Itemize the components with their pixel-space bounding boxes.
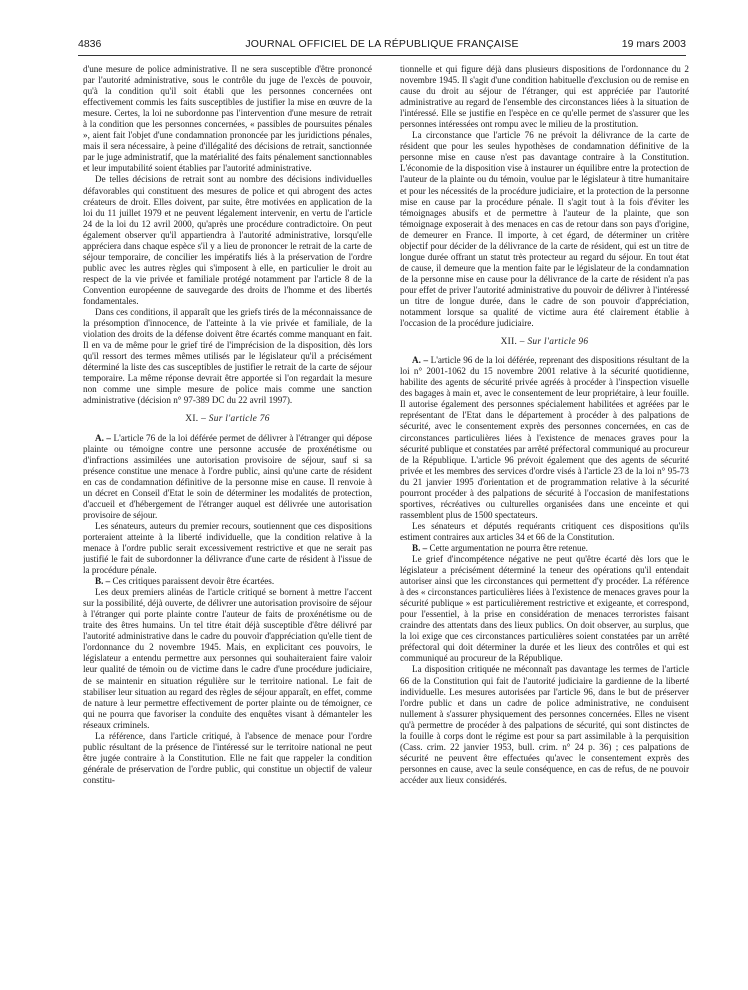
section-heading-xi [83,414,372,425]
paragraph [83,576,372,587]
right-column [400,64,689,982]
header-rule [78,55,686,56]
journal-title: JOURNAL OFFICIEL DE LA RÉPUBLIQUE FRANÇAISE [245,38,519,50]
paragraph-label: B. – [95,576,111,587]
section-number: XI. – [185,414,207,425]
paragraph-text: Ces critiques paraissent devoir être écartées. [112,576,275,587]
paragraph-text: L'article 76 de la loi déférée permet de délivrer à l'étranger qui dépose plainte ou témoigne contre une personne accusée de proxénétisme ou d'infractions assimilées une autorisation provisoire de séjour, sauf si sa présence constitue une menace à l'ordre public, ainsi qu'une carte de résident en cas de condamnation définitive de la personne mise en cause. Il renvoie à un décret en Conseil d'Etat le soin de déterminer les modalités de protection, d'accueil et d'hébergement de l'étranger auquel est délivrée une autorisation provisoire de séjour. [83,432,372,520]
paragraph-text: L'article 96 de la loi déférée, reprenant des dispositions résultant de la loi n° 2001-1062 du 15 novembre 2001 relative à la sécurité quotidienne, habilite des agents de sécurité privée agréés à procéder à l'inspection visuelle des bagages à main et, avec le consentement de leur propriétaire, à leur fouille. Il autorise également des personnes spécialement habilitées et agréées par le représentant de l'Etat dans le département à procéder à des palpations de sécurité, avec le consentement exprès des personnes concernées, en cas de circonstances particulières liées à l'existence de menaces graves pour la sécurité publique et constatées par arrêté préfectoral communiqué au procureur de la République. L'article 96 prévoit également que des agents de sécurité privée et les membres des services d'ordre visés à l'article 23 de la loi n° 95-73 du 21 janvier 1995 d'orientation et de programmation relative à la sécurité pourront procéder à des palpations de sécurité à l'occasion de manifestations sportives, récréatives ou culturelles organisées dans une enceinte et qui rassemblent plus de 1500 spectateurs. [400,355,689,520]
paragraph: La référence, dans l'article critiqué, à l'absence de menace pour l'ordre public résultant de la présence de l'intéressé sur le territoire national ne peut être jugée contraire à la Constitution. Elle ne fait que rappeler la condition générale de préservation de l'ordre public, qui constitue un objectif de valeur constitu- [83,730,372,785]
paragraph [400,543,689,554]
paragraph-label: A. – [95,432,111,443]
paragraph-label: B. – [412,542,428,553]
section-heading-xii [400,337,689,348]
section-number: XII. – [500,337,525,348]
section-title: Sur l'article 96 [527,337,589,348]
publication-date: 19 mars 2003 [621,38,686,50]
paragraph: Les deux premiers alinéas de l'article critiqué se bornent à mettre l'accent sur la possibilité, déjà ouverte, de délivrer une autorisation provisoire de séjour à l'étranger qui porte plainte contre l'auteur de faits de proxénétisme ou de traite des êtres humains. Un tel titre était déjà susceptible d'être délivré par l'autorité administrative dans le cadre du pouvoir d'appréciation qu'elle tient de l'ordonnance du 2 novembre 1945. Mais, en explicitant ces pouvoirs, le législateur a entendu permettre aux personnes qui souhaiteraient faire valoir leur qualité de témoin ou de victime dans le cadre d'une procédure judiciaire, de se maintenir en situation régulière sur le territoire national. Le fait de stabiliser leur situation au regard des règles de séjour apparaît, en effet, comme de nature à leur permettre effectivement de porter plainte ou de témoigner, ce qui ne pourra que favoriser la conduite des enquêtes visant à démanteler les réseaux criminels. [83,587,372,730]
paragraph-label: A. – [412,355,429,366]
paragraph: Les sénateurs, auteurs du premier recours, soutiennent que ces dispositions porteraient atteinte à la liberté individuelle, que la condition relative à la menace à l'ordre public serait excessivement restrictive et que ne serait pas justifié le fait de subordonner la délivrance d'une carte de résident à l'issue de la procédure pénale. [83,520,372,576]
paragraph: La circonstance que l'article 76 ne prévoit la délivrance de la carte de résident que pour les seules hypothèses de condamnation définitive de la personne mise en cause n'est pas davantage contraire à la Constitution. L'économie de la disposition vise à instaurer un équilibre entre la protection de l'auteur de la plainte ou du témoin, voulue par le législateur à titre humanitaire et pour les nécessités de la procédure judiciaire, et la protection de la personne mise en cause par la procédure pénale. Il s'agit tout à la fois d'éviter les témoignages abusifs et de permettre à l'auteur de la plainte, que son témoignage exposerait à des menaces en cas de retour dans son pays d'origine, de demeurer en France. Il importe, à cet égard, de déterminer un critère objectif pour décider de la délivrance de la carte de résident, qui est un titre de longue durée offrant un statut très protecteur au regard du séjour. En tout état de cause, il demeure que la mention faite par le législateur de la condamnation de la personne mise en cause pour la délivrance de la carte de résident n'a pas pour effet de priver l'autorité administrative du pouvoir de délivrer à l'intéressé un titre de longue durée, dans le cadre de son pouvoir d'appréciation, notamment lorsque sa qualité de victime aura été clairement établie à l'occasion de la procédure judiciaire. [400,130,689,329]
page-header [78,38,686,52]
left-column [83,64,372,982]
section-title: Sur l'article 76 [208,414,270,425]
page-number: 4836 [78,38,102,50]
paragraph-text: Cette argumentation ne pourra être retenue. [429,542,588,553]
paragraph [400,355,689,521]
paragraph: d'une mesure de police administrative. Il ne sera susceptible d'être prononcé par l'autorité administrative, sous le contrôle du juge de l'excès de pouvoir, qu'à la condition qu'il soit établi que les personnes concernées ont effectivement commis les faits susceptibles de justifier la mise en œuvre de la mesure. Certes, la loi ne subordonne pas l'intervention d'une mesure de retrait à la condition que les personnes concernées, « passibles de poursuites pénales », aient fait l'objet d'une condamnation prononcée par les juridictions pénales, mais il sera nécessaire, à peine d'illégalité des décisions de retrait, sanctionnée par le juge administratif, que la matérialité des faits pénalement sanctionnables et leur imputabilité soient établies par l'autorité administrative. [83,64,372,174]
paragraph: tionnelle et qui figure déjà dans plusieurs dispositions de l'ordonnance du 2 novembre 1945. Il s'agit d'une condition habituelle d'exclusion ou de remise en cause du droit au séjour de l'étranger, qui est appréciée par l'autorité administrative au regard de l'ensemble des circonstances liées à la situation de l'intéressé. Elle se justifie en l'espèce en ce qu'elle permet de s'assurer que les personnes intéressées ont rompu avec le milieu de la prostitution. [400,64,689,130]
paragraph: Le grief d'incompétence négative ne peut qu'être écarté dès lors que le législateur a précisément déterminé la teneur des opérations qu'il entendait autoriser ainsi que les circonstances qui permettent d'y procéder. La référence à des « circonstances particulières liées à l'existence de menaces graves pour la sécurité publique » est particulièrement restrictive et exigeante, et correspond, pour l'essentiel, à la prise en considération de menaces terroristes faisant craindre des attentats dans des lieux publics. On doit observer, au surplus, que la loi exige que ces circonstances particulières soient constatées par un arrêté préfectoral qui doit déterminer la durée et les lieux des contrôles et qui est communiqué au procureur de la République. [400,554,689,664]
paragraph: De telles décisions de retrait sont au nombre des décisions individuelles défavorables qui constituent des mesures de police et qui abrogent des actes créateurs de droit. Elles doivent, par suite, être motivées en application de la loi du 11 juillet 1979 et ne peuvent légalement intervenir, en vertu de l'article 24 de la loi du 12 avril 2000, qu'après une procédure contradictoire. On peut également observer qu'il appartiendra à l'autorité administrative, lorsqu'elle appréciera dans chaque espèce s'il y a lieu de prononcer le retrait de la carte de séjour temporaire, de concilier les impératifs liés à la préservation de l'ordre public avec les autres règles qui s'imposent à elle, en particulier le droit au respect de la vie privée et familiale protégé notamment par l'article 8 de la Convention européenne de sauvegarde des droits de l'homme et des libertés fondamentales. [83,174,372,306]
paragraph: Dans ces conditions, il apparaît que les griefs tirés de la méconnaissance de la présomption d'innocence, de l'atteinte à la vie privée et familiale, de la violation des droits de la défense doivent être écartés comme manquant en fait. Il en va de même pour le grief tiré de l'imprécision de la disposition, dès lors qu'il ressort des termes mêmes utilisés par le législateur qu'il a précisément déterminé la liste des cas susceptibles de justifier le retrait de la carte de séjour temporaire. La même réponse devrait être apportée si l'on regardait la mesure non comme une simple mesure de police mais comme une sanction administrative (décision n° 97-389 DC du 22 avril 1997). [83,307,372,406]
paragraph [83,433,372,521]
paragraph: La disposition critiquée ne méconnaît pas davantage les termes de l'article 66 de la Constitution qui fait de l'autorité judiciaire la gardienne de la liberté individuelle. Les mesures autorisées par l'article 96, dans le but de préserver l'ordre public et dans un cadre de police administrative, ne conduisent nullement à s'assurer physiquement des personnes concernées. Elles ne visent qu'à permettre de procéder à des palpations de sécurité, qui sont distinctes de la fouille à corps dont le régime est pour sa part assimilable à la perquisition (Cass. crim. 22 janvier 1953, bull. crim. n° 24 p. 36) ; ces palpations de sécurité ne peuvent être effectuées qu'avec le consentement exprès des personnes en cause, avec la seule conséquence, en cas de refus, de ne pouvoir accéder aux lieux considérés. [400,664,689,785]
paragraph: Les sénateurs et députés requérants critiquent ces dispositions qu'ils estiment contraires aux articles 34 et 66 de la Constitution. [400,520,689,542]
